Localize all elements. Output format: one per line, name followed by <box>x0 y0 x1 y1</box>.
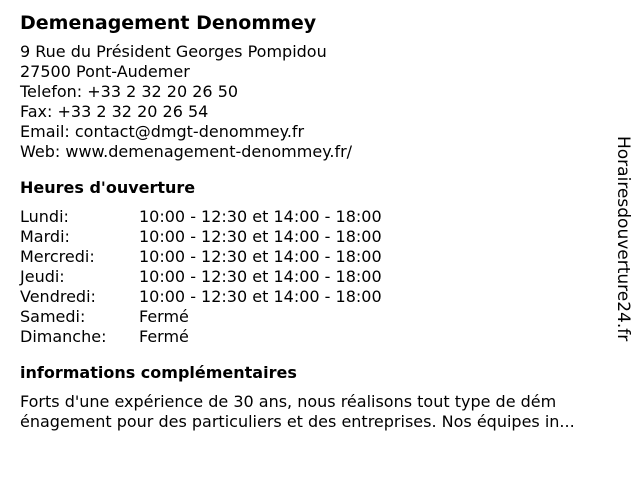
hours-row-wednesday <box>20 247 615 267</box>
hours-row-friday <box>20 287 615 307</box>
business-card <box>20 10 615 432</box>
hours-day: Mardi: <box>20 227 70 246</box>
additional-info-text <box>20 392 630 432</box>
email-label: Email: <box>20 122 70 141</box>
address-street: 9 Rue du Président Georges Pompidou <box>20 42 327 61</box>
hours-day: Vendredi: <box>20 287 96 306</box>
phone-label: Telefon: <box>20 82 83 101</box>
hours-row-monday <box>20 207 615 227</box>
email-row <box>20 122 615 142</box>
hours-day: Mercredi: <box>20 247 95 266</box>
hours-day: Samedi: <box>20 307 86 326</box>
web-row <box>20 142 615 162</box>
site-watermark: Horairesdouverture24.fr <box>613 136 633 342</box>
hours-row-saturday <box>20 307 615 327</box>
phone-row <box>20 82 615 102</box>
fax-number: +33 2 32 20 26 54 <box>57 102 209 121</box>
hours-day: Jeudi: <box>20 267 65 286</box>
hours-time: Fermé <box>139 307 189 326</box>
fax-label: Fax: <box>20 102 53 121</box>
phone-number[interactable]: +33 2 32 20 26 50 <box>87 82 239 101</box>
description-line: Forts d'une expérience de 30 ans, nous réalisons tout type de dém <box>20 392 557 411</box>
opening-hours-heading: Heures d'ouverture <box>20 178 196 197</box>
hours-day: Dimanche: <box>20 327 107 346</box>
hours-time: 10:00 - 12:30 et 14:00 - 18:00 <box>139 267 382 286</box>
fax-row <box>20 102 615 122</box>
hours-time: 10:00 - 12:30 et 14:00 - 18:00 <box>139 287 382 306</box>
opening-hours-table <box>20 207 615 347</box>
web-label: Web: <box>20 142 61 161</box>
business-name: Demenagement Denommey <box>20 12 317 34</box>
hours-time: Fermé <box>139 327 189 346</box>
address-city: 27500 Pont-Audemer <box>20 62 190 81</box>
hours-row-tuesday <box>20 227 615 247</box>
hours-time: 10:00 - 12:30 et 14:00 - 18:00 <box>139 247 382 266</box>
hours-time: 10:00 - 12:30 et 14:00 - 18:00 <box>139 227 382 246</box>
hours-row-sunday <box>20 327 615 347</box>
description-line: énagement pour des particuliers et des entreprises. Nos équipes in... <box>20 412 575 431</box>
email-link[interactable]: contact@dmgt-denommey.fr <box>74 122 305 141</box>
hours-day: Lundi: <box>20 207 69 226</box>
hours-row-thursday <box>20 267 615 287</box>
additional-info-heading: informations complémentaires <box>20 363 297 382</box>
hours-time: 10:00 - 12:30 et 14:00 - 18:00 <box>139 207 382 226</box>
web-link[interactable]: www.demenagement-denommey.fr/ <box>65 142 353 161</box>
